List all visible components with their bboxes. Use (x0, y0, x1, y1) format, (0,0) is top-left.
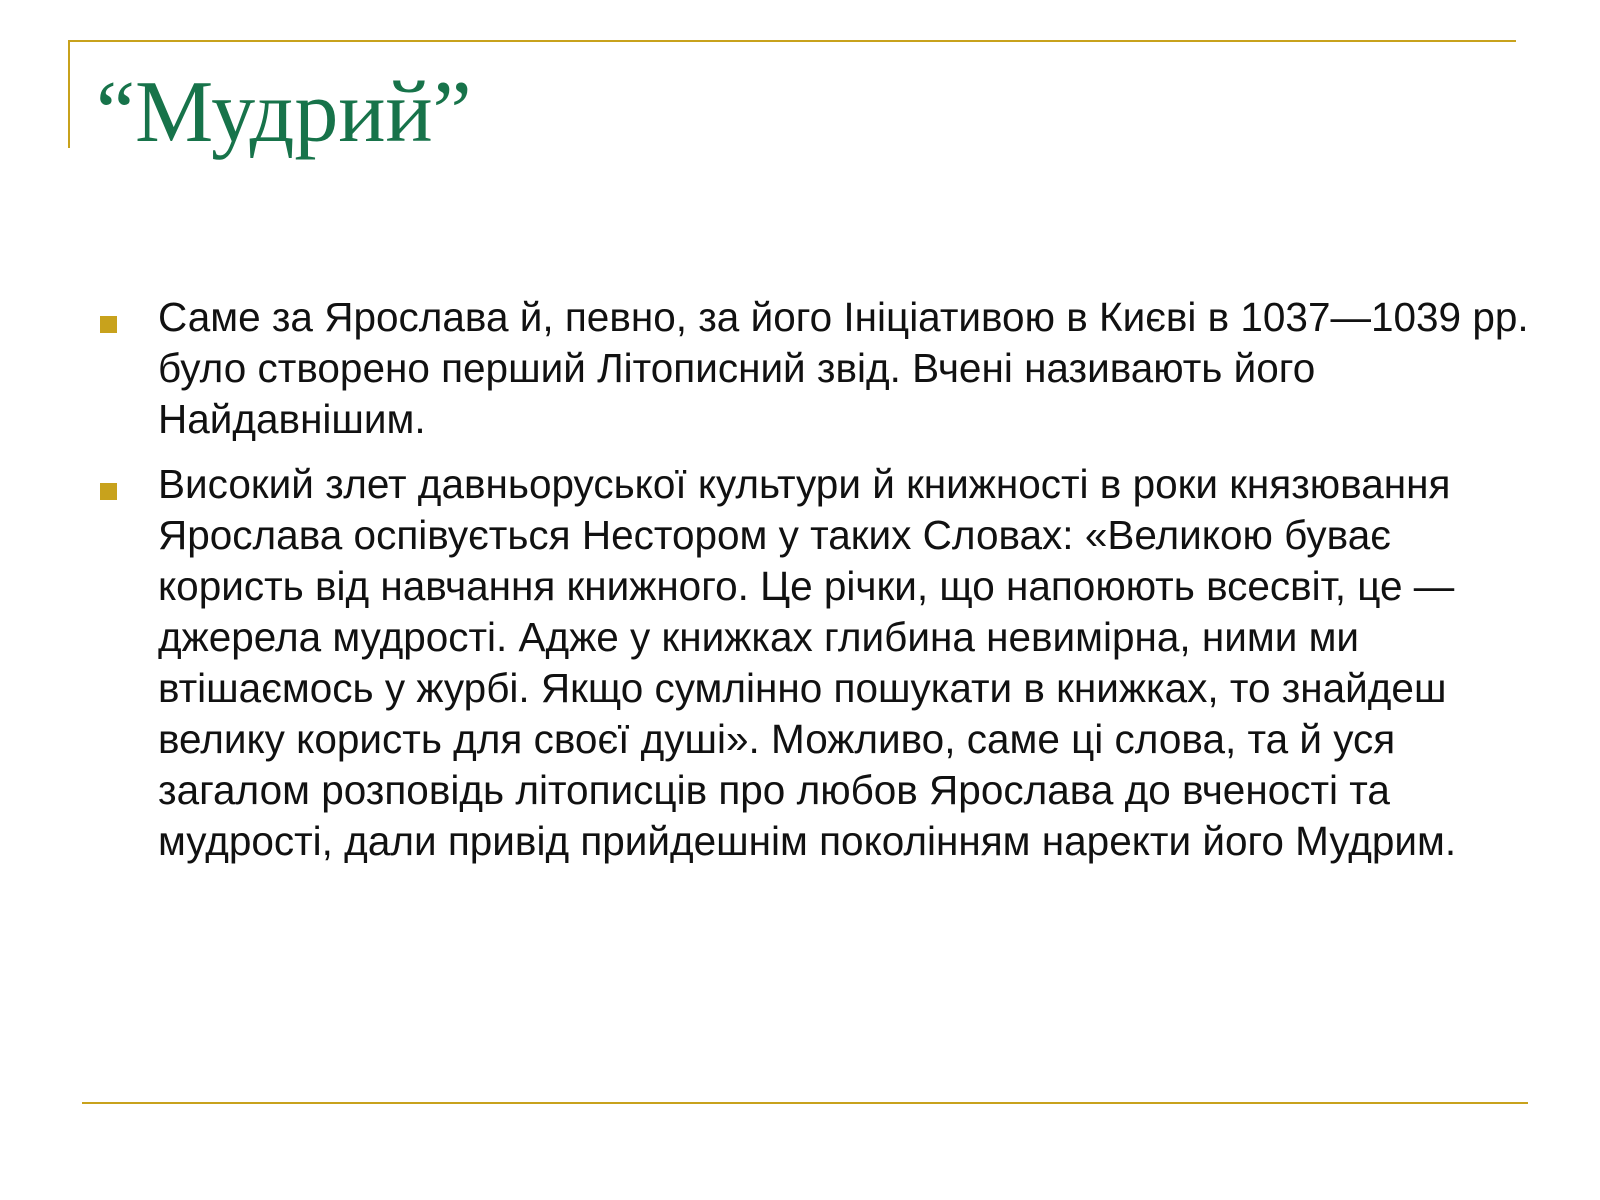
bullet-item (100, 459, 1540, 867)
bullet-text: Саме за Ярослава й, певно, за його Ініціативою в Києві в 1037—1039 рр. було створено перший Літописний звід. Вчені називають його Найдавнішим. (158, 294, 1529, 442)
slide-title: “Мудрий” (96, 64, 472, 161)
bottom-frame-line (82, 1102, 1528, 1104)
square-bullet-icon (100, 483, 117, 500)
left-frame-line (68, 40, 70, 148)
bullet-item (100, 292, 1540, 445)
top-frame-line (68, 40, 1516, 42)
square-bullet-icon (100, 316, 117, 333)
bullet-list (100, 292, 1540, 881)
bullet-text: Високий злет давньоруської культури й книжності в роки князювання Ярослава оспівується Нестором у таких Словах: «Великою буває користь від навчання книжного. Це річки, що напоюють всесвіт, це — джерела мудрості. Адже у книжках глибина невимірна, ними ми втішаємось у журбі. Якщо сумлінно пошукати в книжках, то знайдеш велику користь для своєї душі». Можливо, саме ці слова, та й уся загалом розповідь літописців про любов Ярослава до вченості та мудрості, дали привід прийдешнім поколінням наректи його Мудрим. (158, 461, 1457, 864)
